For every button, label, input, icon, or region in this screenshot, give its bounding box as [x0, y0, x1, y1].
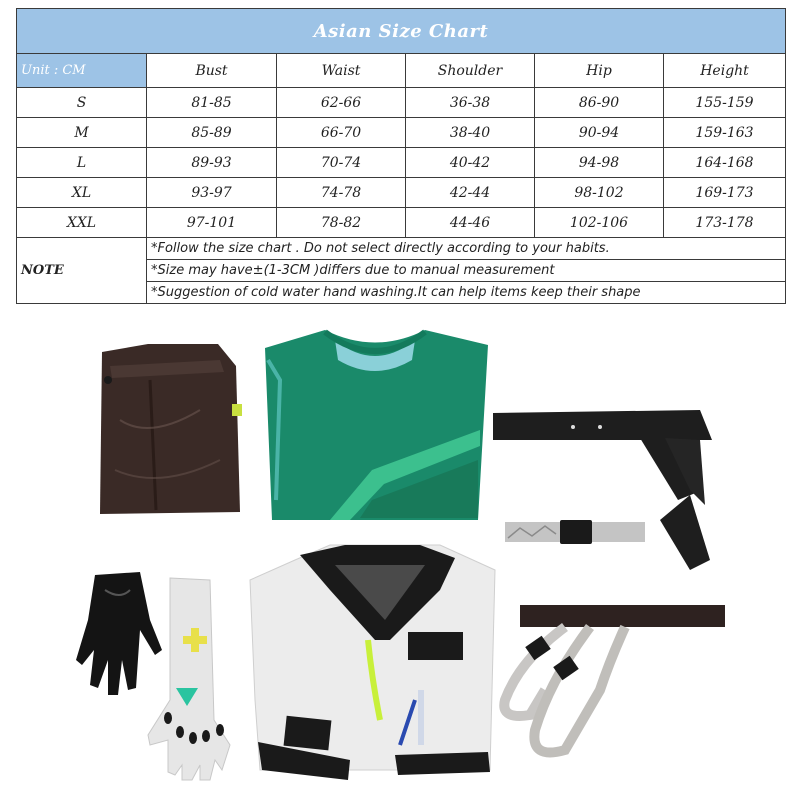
cell-waist: 74-78 — [277, 178, 406, 208]
size-chart-title: Asian Size Chart — [17, 9, 786, 54]
cell-waist: 66-70 — [277, 118, 406, 148]
unit-label: Unit : CM — [17, 54, 147, 88]
size-label: L — [17, 148, 147, 178]
table-row — [17, 148, 786, 178]
cell-hip: 94-98 — [535, 148, 664, 178]
cell-waist: 70-74 — [277, 148, 406, 178]
black-glove-image — [76, 572, 162, 695]
cell-waist: 62-66 — [277, 88, 406, 118]
cell-height: 169-173 — [664, 178, 786, 208]
costume-product-photo — [0, 315, 800, 800]
cell-shoulder: 42-44 — [406, 178, 535, 208]
column-header-height: Height — [664, 54, 786, 88]
size-chart-table — [16, 8, 786, 304]
cell-bust: 97-101 — [147, 208, 277, 238]
cell-shoulder: 40-42 — [406, 148, 535, 178]
cell-height: 164-168 — [664, 148, 786, 178]
column-header-waist: Waist — [277, 54, 406, 88]
size-label: S — [17, 88, 147, 118]
cell-shoulder: 36-38 — [406, 88, 535, 118]
note-line: *Follow the size chart . Do not select directly according to your habits. — [147, 238, 786, 260]
cell-height: 159-163 — [664, 118, 786, 148]
table-row — [17, 178, 786, 208]
note-line: *Suggestion of cold water hand washing.It can help items keep their shape — [147, 282, 786, 304]
thigh-strap-harness-image — [504, 605, 725, 753]
size-label: M — [17, 118, 147, 148]
brown-pants-image — [100, 344, 242, 514]
cell-shoulder: 44-46 — [406, 208, 535, 238]
cell-hip: 98-102 — [535, 178, 664, 208]
black-leg-strap-image — [493, 410, 712, 570]
table-row — [17, 208, 786, 238]
column-header-hip: Hip — [535, 54, 664, 88]
cell-bust: 85-89 — [147, 118, 277, 148]
cell-hip: 86-90 — [535, 88, 664, 118]
table-row — [17, 118, 786, 148]
cell-bust: 93-97 — [147, 178, 277, 208]
green-shirt-image — [265, 330, 488, 520]
column-header-bust: Bust — [147, 54, 277, 88]
white-glove-image — [148, 578, 230, 780]
size-label: XXL — [17, 208, 147, 238]
cell-shoulder: 38-40 — [406, 118, 535, 148]
column-header-shoulder: Shoulder — [406, 54, 535, 88]
size-label: XL — [17, 178, 147, 208]
cell-hip: 90-94 — [535, 118, 664, 148]
cell-bust: 81-85 — [147, 88, 277, 118]
grey-buckle-belt-image — [505, 520, 645, 544]
white-vest-image — [250, 545, 495, 780]
cell-bust: 89-93 — [147, 148, 277, 178]
note-line: *Size may have±(1-3CM )differs due to manual measurement — [147, 260, 786, 282]
cell-height: 155-159 — [664, 88, 786, 118]
table-row — [17, 88, 786, 118]
cell-hip: 102-106 — [535, 208, 664, 238]
note-label: NOTE — [17, 238, 147, 304]
cell-waist: 78-82 — [277, 208, 406, 238]
cell-height: 173-178 — [664, 208, 786, 238]
